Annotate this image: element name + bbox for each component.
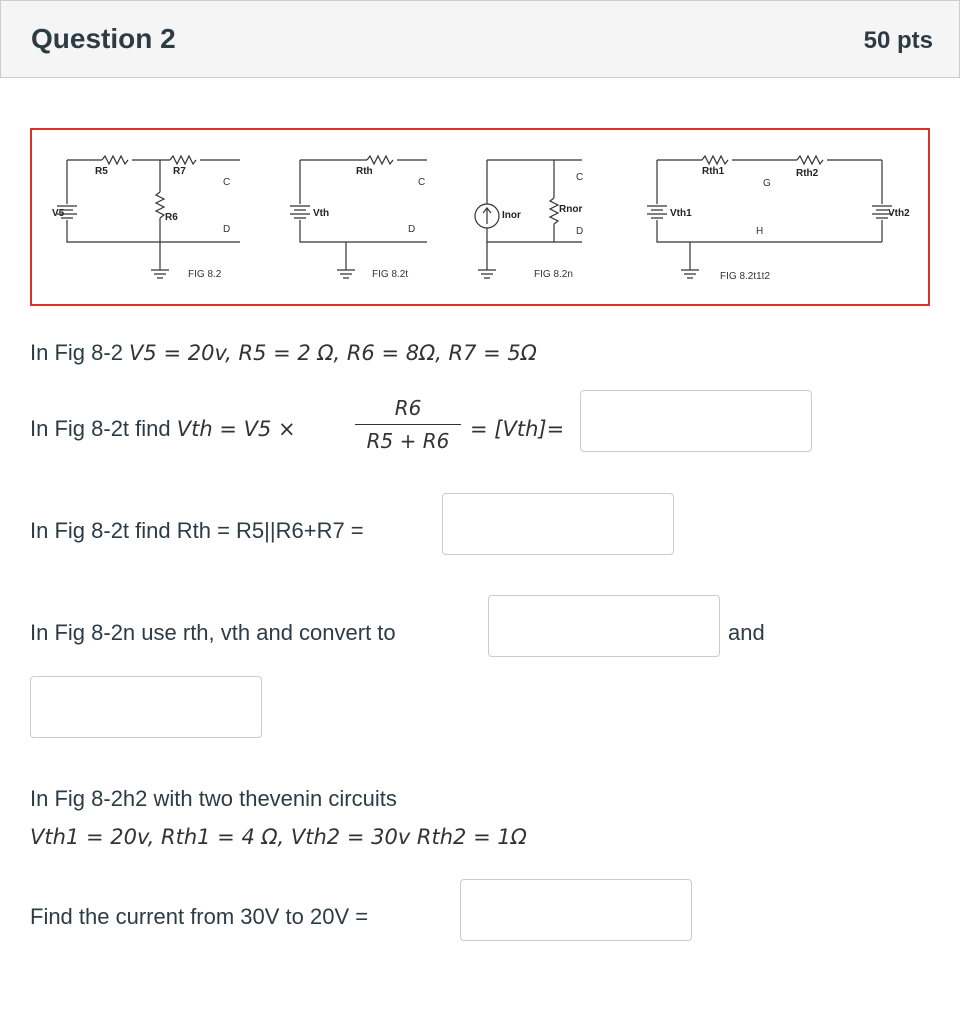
- label-c1: C: [223, 177, 231, 188]
- fraction-bar: [355, 424, 461, 425]
- label-fig-8-2: FIG 8.2: [188, 269, 222, 280]
- label-r7: R7: [173, 166, 186, 177]
- label-c2: C: [418, 177, 426, 188]
- current-answer-input[interactable]: [460, 879, 692, 941]
- two-thevenin-math: Vth1 = 20v, Rth1 = 4 Ω, Vth2 = 30v Rth2 = 1Ω: [30, 825, 527, 849]
- vth-answer-input[interactable]: [580, 390, 812, 452]
- rth-answer-input[interactable]: [442, 493, 674, 555]
- given-values-prefix: In Fig 8-2: [30, 340, 130, 365]
- label-r6: R6: [165, 212, 178, 223]
- two-thevenin-question: In Fig 8-2h2 with two thevenin circuits: [30, 786, 397, 811]
- norton-answer-input-2[interactable]: [30, 676, 262, 738]
- label-d2: D: [408, 224, 416, 235]
- norton-question: In Fig 8-2n use rth, vth and convert to: [30, 620, 396, 645]
- label-c3: C: [576, 172, 584, 183]
- label-d3: D: [576, 226, 584, 237]
- label-vth: Vth: [313, 208, 330, 219]
- label-inor: Inor: [502, 210, 521, 221]
- label-h: H: [756, 226, 764, 237]
- label-rth: Rth: [356, 166, 373, 177]
- vth-suffix: = [Vth]=: [470, 417, 565, 441]
- label-r5: R5: [95, 166, 108, 177]
- vth-suffix-line: [470, 416, 564, 442]
- current-question: Find the current from 30V to 20V =: [30, 904, 369, 929]
- vth-fraction: [355, 396, 461, 453]
- question-header: [0, 0, 960, 78]
- question-points: 50 pts: [863, 27, 933, 54]
- norton-answer-input-1[interactable]: [488, 595, 720, 657]
- rth-question: In Fig 8-2t find Rth = R5||R6+R7 =: [30, 518, 364, 543]
- label-g: G: [763, 178, 771, 189]
- question-title: Question 2: [31, 23, 176, 54]
- label-vth2: Vth2: [888, 208, 910, 219]
- vth-formula-lhs: Vth = V5 ×: [176, 417, 296, 441]
- label-rth1: Rth1: [702, 166, 725, 177]
- label-rth2: Rth2: [796, 168, 819, 179]
- and-text: and: [728, 620, 765, 645]
- vth-fraction-denominator: R5 + R6: [366, 429, 450, 453]
- vth-fraction-numerator: R6: [394, 396, 422, 420]
- label-fig-8-2t: FIG 8.2t: [372, 269, 409, 280]
- label-fig-8-2t1t2: FIG 8.2t1t2: [720, 271, 771, 282]
- circuit-diagram: [32, 130, 932, 308]
- circuit-figure: [30, 128, 930, 306]
- label-rnor: Rnor: [559, 204, 583, 215]
- given-values-math: V5 = 20v, R5 = 2 Ω, R6 = 8Ω, R7 = 5Ω: [129, 341, 537, 365]
- label-fig-8-2n: FIG 8.2n: [534, 269, 573, 280]
- two-thevenin-values: [30, 824, 527, 850]
- vth-question-prefix: In Fig 8-2t find: [30, 416, 177, 441]
- label-vth1: Vth1: [670, 208, 692, 219]
- label-d1: D: [223, 224, 231, 235]
- given-values-line: [30, 340, 537, 366]
- vth-question: [30, 416, 296, 442]
- label-v5: V5: [52, 208, 65, 219]
